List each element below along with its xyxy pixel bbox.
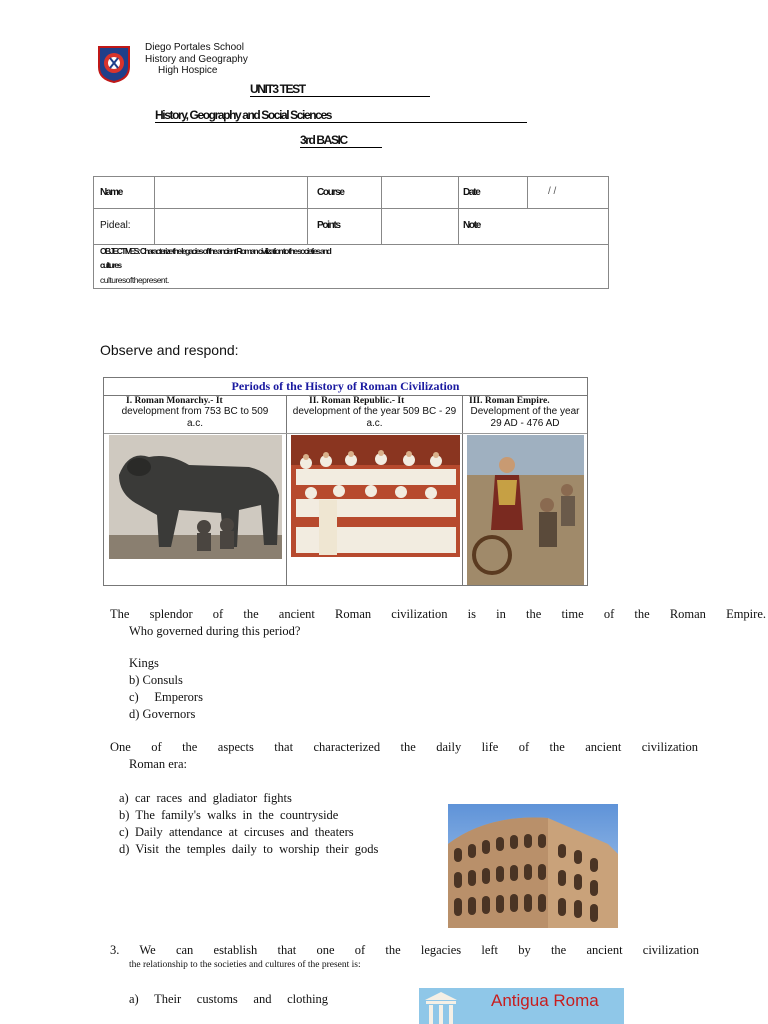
period-dates-cont: a.c.: [186, 418, 204, 429]
question-1-option-b[interactable]: b) Consuls: [129, 673, 183, 687]
course-field[interactable]: [384, 181, 454, 205]
unit-test-title: UNIT3 TEST: [250, 82, 430, 97]
antigua-roma-banner: [419, 988, 624, 1024]
period-empire: [463, 396, 587, 430]
banner-text: Antigua Roma: [491, 991, 599, 1010]
period-heading: III. Roman Empire.: [469, 396, 550, 406]
points-label: Points: [317, 220, 340, 231]
question-2-stem-line2: Roman era:: [129, 757, 187, 771]
roman-emperor-image: [467, 435, 584, 585]
question-3-option-a[interactable]: a) Their customs and clothing: [129, 992, 329, 1006]
temple-icon: [423, 990, 459, 1024]
name-field[interactable]: [158, 181, 304, 205]
school-name-block: [145, 42, 248, 77]
objective-text-line3: culturesofthepresent.: [100, 275, 169, 285]
grade-title: 3rd BASIC: [300, 133, 382, 148]
question-3-stem: [110, 943, 699, 958]
period-monarchy: [104, 396, 286, 430]
department-name: History and Geography: [145, 53, 248, 65]
period-heading: I. Roman Monarchy.- It: [126, 396, 223, 406]
colosseum-image: [448, 804, 618, 928]
question-1-stem-line2: Who governed during this period?: [129, 624, 301, 638]
question-stem-line: 3. We can establish that one of the legacies left by the ancient civilization: [110, 943, 699, 957]
question-2-stem: [110, 740, 698, 755]
question-stem-line: One of the aspects that characterized the daily life of the ancient civilization: [110, 740, 698, 754]
period-dates: Development of the year: [470, 406, 580, 417]
question-2-option-c[interactable]: c) Daily attendance at circuses and theaters: [119, 825, 354, 839]
campus-name: High Hospice: [158, 65, 218, 76]
student-info-table: [93, 176, 609, 289]
periods-table-title: Periods of the History of Roman Civilization: [104, 378, 587, 396]
points-field[interactable]: [384, 213, 454, 239]
period-dates: development of the year 509 BC - 29: [292, 406, 457, 417]
date-label: Date: [463, 187, 480, 198]
objective-text-line2: cultures: [100, 261, 121, 270]
subject-title: History, Geography and Social Sciences: [155, 108, 527, 123]
ideal-label: Pideal:: [100, 220, 131, 231]
question-2-option-d[interactable]: d) Visit the temples daily to worship their gods: [119, 842, 379, 856]
period-dates-cont: a.c.: [366, 418, 383, 429]
question-3-stem-line2: the relationship to the societies and cultures of the present is:: [129, 960, 361, 970]
date-field[interactable]: / /: [548, 186, 557, 197]
question-stem-line: The splendor of the ancient Roman civilization is in the time of the Roman Empire.: [110, 607, 766, 621]
name-label: Name: [100, 187, 123, 198]
period-dates-cont: 29 AD - 476 AD: [490, 418, 560, 429]
question-2-option-b[interactable]: b) The family's walks in the countryside: [119, 808, 339, 822]
roman-senate-image: [291, 435, 460, 557]
instruction-text: Observe and respond:: [100, 342, 239, 358]
period-heading: II. Roman Republic.- It: [309, 396, 405, 406]
question-1-option-a[interactable]: Kings: [129, 656, 159, 670]
grade-field[interactable]: [531, 213, 601, 239]
ideal-field[interactable]: [158, 213, 304, 239]
roman-periods-table: [103, 377, 588, 586]
question-1-stem: [110, 607, 766, 622]
question-1-option-c[interactable]: c) Emperors: [129, 690, 203, 704]
period-republic: [287, 396, 462, 430]
school-name: Diego Portales School: [145, 42, 244, 53]
school-crest-logo: [97, 45, 131, 83]
objective-text: OBJECTIVES: Characterize the legacies of the ancient Roman civilization to the societies and: [100, 246, 331, 256]
question-1-option-d[interactable]: d) Governors: [129, 707, 196, 721]
grade-label: Note: [463, 220, 481, 231]
question-2-option-a[interactable]: a) car races and gladiator fights: [119, 791, 292, 805]
period-dates: development from 753 BC to 509: [121, 406, 269, 417]
course-label: Course: [317, 187, 344, 198]
capitoline-wolf-image: [109, 435, 282, 559]
